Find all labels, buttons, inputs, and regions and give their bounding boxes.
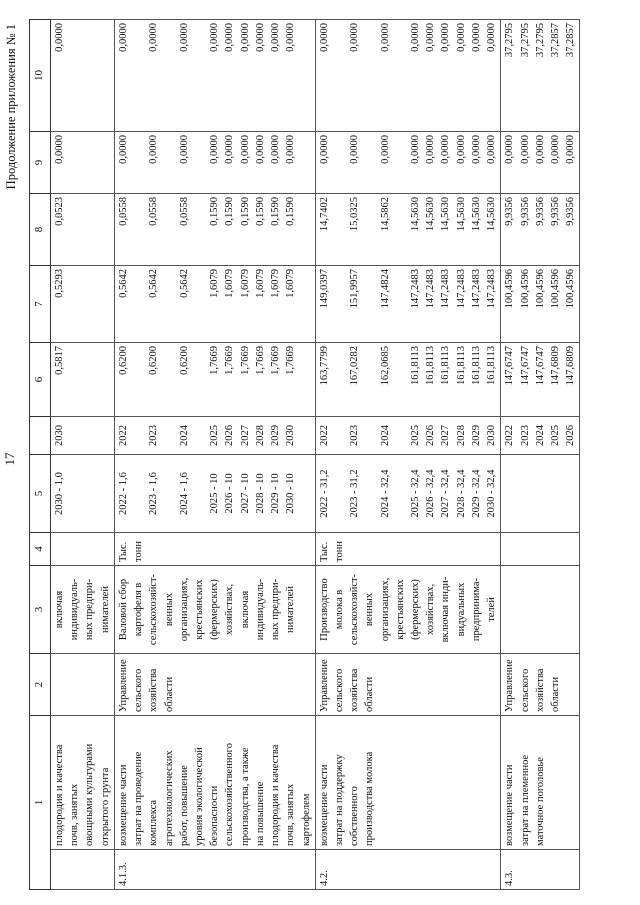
unit: Тыс. тонн (315, 533, 501, 566)
header-row (30, 20, 51, 890)
measure-name: возмещение части затрат на поддержку собственного производства молока (315, 716, 501, 850)
measure-name: возмещение части затрат на проведение комплекса агротехнологических работ, повышение уровня экологической безопасности сельскохозяйственного производства, а также на повышение плодородия и качества почв, занятых картофелем (114, 716, 315, 850)
col7-values: 100,4596 100,4596 100,4596 100,4596 100,4596 (501, 266, 580, 343)
col6-values: 0,5817 (51, 343, 115, 417)
indicator-name: Валовой сбор картофеля в сельскохозяйст- венных организациях, крестьянских (фермерских) хозяйствах, включая индивидуаль- ных предпри- нимателей (114, 566, 315, 654)
year-values: 2030 (51, 417, 115, 455)
responsible-dept (51, 654, 115, 716)
year-values: 2022 2023 2024 2025 2026 2027 2028 2029 2030 (114, 417, 315, 455)
measure-name: возмещение части затрат на племенное маточное поголовье (501, 716, 580, 850)
col8-values: 0,0558 0,0558 0,0558 0,1590 0,1590 0,1590 0,1590 0,1590 0,1590 (114, 194, 315, 266)
indicator-name: Производство молока в сельскохозяйст- венных организациях, крестьянских (фермерских) хозяйствах, включая инди- видуальных предпринима- телей (315, 566, 501, 654)
measure-name: плодородия и качества почв, занятых овощными культурами открытого грунта (51, 716, 115, 850)
plan-values: 2022 - 1,6 2023 - 1,6 2024 - 1,6 2025 - 10 2026 - 10 2027 - 10 2028 - 10 2029 - 10 2030 - 10 (114, 455, 315, 533)
col10-values: 0,0000 0,0000 0,0000 0,0000 0,0000 0,0000 0,0000 0,0000 0,0000 (114, 20, 315, 132)
responsible-dept: Управление сельского хозяйства области (114, 654, 315, 716)
col-header-10: 10 (30, 20, 51, 132)
col8-values: 14,7402 15,0325 14,5862 14,5630 14,5630 14,5630 14,5630 14,5630 14,5630 (315, 194, 501, 266)
table-row (315, 20, 501, 890)
col8-values: 0,0523 (51, 194, 115, 266)
col10-values: 0,0000 0,0000 0,0000 0,0000 0,0000 0,0000 0,0000 0,0000 0,0000 (315, 20, 501, 132)
responsible-dept: Управление сельского хозяйства области (501, 654, 580, 716)
col10-values: 0,0000 (51, 20, 115, 132)
col8-values: 9,9356 9,9356 9,9356 9,9356 9,9356 (501, 194, 580, 266)
year-values: 2022 2023 2024 2025 2026 (501, 417, 580, 455)
row-number: 4.2. (315, 850, 501, 890)
table-row (51, 20, 115, 890)
col6-values: 0,6200 0,6200 0,6200 1,7669 1,7669 1,7669 1,7669 1,7669 1,7669 (114, 343, 315, 417)
col-header-4: 4 (30, 533, 51, 566)
table-row (501, 20, 580, 890)
col-header-6: 6 (30, 343, 51, 417)
unit (501, 533, 580, 566)
col-header-5: 5 (30, 455, 51, 533)
year-values: 2022 2023 2024 2025 2026 2027 2028 2029 2030 (315, 417, 501, 455)
col9-values: 0,0000 0,0000 0,0000 0,0000 0,0000 (501, 132, 580, 194)
col-header-7: 7 (30, 266, 51, 343)
plan-values: 2022 - 31,2 2023 - 31,2 2024 - 32,4 2025 - 32,4 2026 - 32,4 2027 - 32,4 2028 - 32,4 2029 - 32,4 2030 - 32,4 (315, 455, 501, 533)
page-number: 17 (2, 452, 17, 466)
col10-values: 37,2795 37,2795 37,2795 37,2857 37,2857 (501, 20, 580, 132)
program-table (29, 19, 580, 890)
continuation-label: Продолжение приложения № 1 (4, 24, 18, 190)
col9-values: 0,0000 0,0000 0,0000 0,0000 0,0000 0,0000 0,0000 0,0000 0,0000 (315, 132, 501, 194)
col9-values: 0,0000 0,0000 0,0000 0,0000 0,0000 0,0000 0,0000 0,0000 0,0000 (114, 132, 315, 194)
indicator-name (501, 566, 580, 654)
col-header-8: 8 (30, 194, 51, 266)
col7-values: 149,0397 151,9957 147,4824 147,2483 147,2483 147,2483 147,2483 147,2483 147,2483 (315, 266, 501, 343)
col-header-year (30, 417, 51, 455)
table-row (114, 20, 315, 890)
col6-values: 147,6747 147,6747 147,6747 147,6809 147,6809 (501, 343, 580, 417)
col-header-1: 1 (30, 716, 51, 890)
col-header-3: 3 (30, 566, 51, 654)
row-number (51, 850, 115, 890)
col-header-2: 2 (30, 654, 51, 716)
indicator-name: включая индивидуаль- ных предпри- нимателей (51, 566, 115, 654)
unit: Тыс. тонн (114, 533, 315, 566)
plan-values (501, 455, 580, 533)
col7-values: 0,5642 0,5642 0,5642 1,6079 1,6079 1,6079 1,6079 1,6079 1,6079 (114, 266, 315, 343)
responsible-dept: Управление сельского хозяйства области (315, 654, 501, 716)
row-number: 4.1.3. (114, 850, 315, 890)
unit (51, 533, 115, 566)
col6-values: 163,7799 167,0282 162,0685 161,8113 161,8113 161,8113 161,8113 161,8113 161,8113 (315, 343, 501, 417)
plan-values: 2030 - 1,0 (51, 455, 115, 533)
col7-values: 0,5293 (51, 266, 115, 343)
row-number: 4.3. (501, 850, 580, 890)
col9-values: 0,0000 (51, 132, 115, 194)
col-header-9: 9 (30, 132, 51, 194)
